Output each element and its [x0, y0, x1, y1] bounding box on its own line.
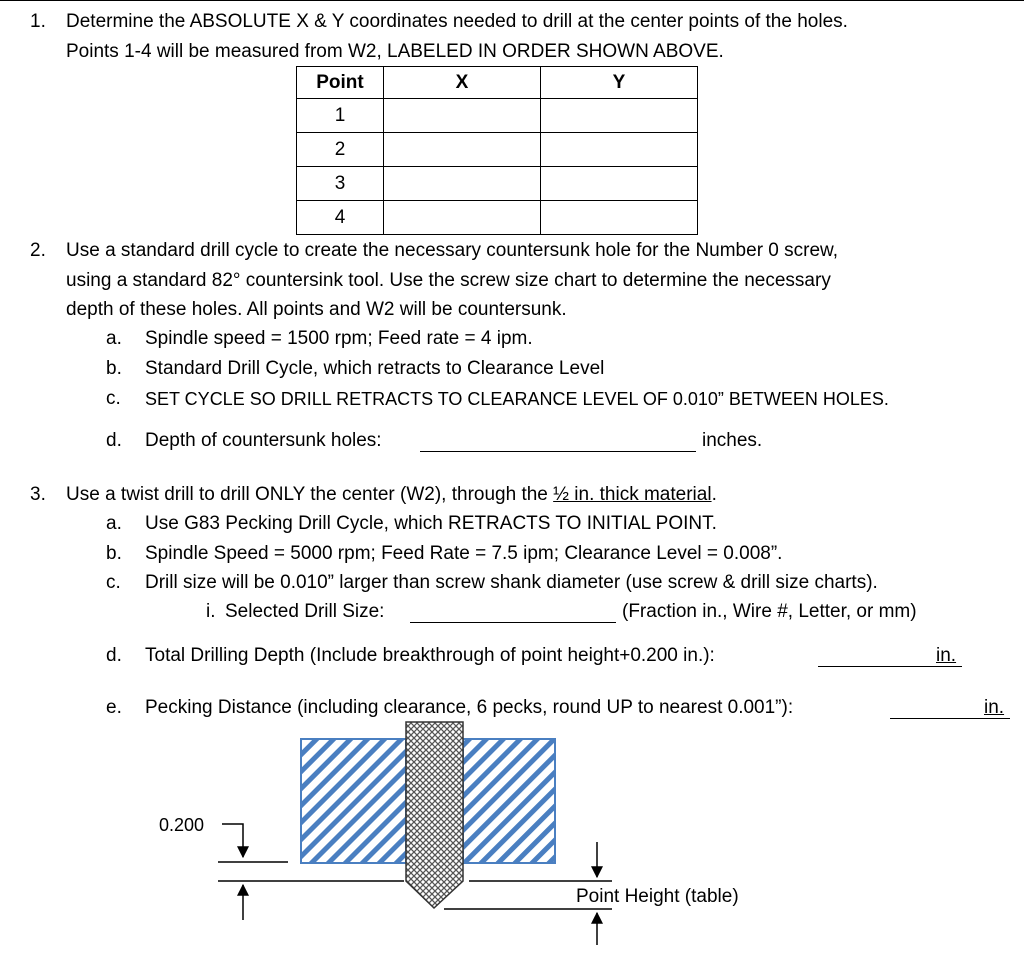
q2b-letter: b.: [106, 358, 122, 379]
q2-line3: depth of these holes. All points and W2 will be countersunk.: [66, 299, 567, 320]
q2c-text: SET CYCLE SO DRILL RETRACTS TO CLEARANCE LEVEL OF 0.010” BETWEEN HOLES.: [145, 389, 889, 409]
q2d-unit: inches.: [702, 430, 763, 451]
q1-number: 1.: [30, 11, 46, 32]
q3e-unit: in.: [984, 697, 1005, 718]
header-point: Point: [297, 67, 384, 99]
material-left-block: [301, 739, 406, 863]
point-cell: 4: [297, 201, 384, 235]
q1-line1: Determine the ABSOLUTE X & Y coordinates needed to drill at the center points of the holes.: [66, 11, 848, 32]
header-x: X: [384, 67, 541, 99]
q1-line2: Points 1-4 will be measured from W2, LABELED IN ORDER SHOWN ABOVE.: [66, 41, 724, 62]
q3-line1-post: .: [711, 484, 717, 505]
drill-bit: [406, 722, 463, 908]
q3-line1-pre: Use a twist drill to drill ONLY the center (W2), through the: [66, 484, 554, 505]
q3ci-text: Selected Drill Size:: [225, 601, 385, 622]
q3b-text: Spindle Speed = 5000 rpm; Feed Rate = 7.5 ipm; Clearance Level = 0.008”.: [145, 543, 783, 564]
q2a-text: Spindle speed = 1500 rpm; Feed rate = 4 ipm.: [145, 328, 533, 349]
q3d-text: Total Drilling Depth (Include breakthrough of point height+0.200 in.):: [145, 645, 715, 666]
q3ci-hint: (Fraction in., Wire #, Letter, or mm): [622, 601, 917, 622]
q3d-unit: in.: [936, 645, 957, 666]
dim-leader-down-arrow: [222, 824, 243, 857]
q2-line2: using a standard 82° countersink tool. Use the screw size chart to determine the necessary: [66, 270, 831, 291]
point-cell: 1: [297, 99, 384, 133]
q2-line1: Use a standard drill cycle to create the necessary countersunk hole for the Number 0 screw,: [66, 240, 838, 261]
q3c-text: Drill size will be 0.010” larger than screw shank diameter (use screw & drill size charts).: [145, 572, 878, 593]
q2b-text: Standard Drill Cycle, which retracts to Clearance Level: [145, 358, 605, 379]
q3e-text: Pecking Distance (including clearance, 6 pecks, round UP to nearest 0.001”):: [145, 697, 794, 718]
q3-line1-underlined: ½ in. thick material: [553, 484, 712, 505]
q2d-text: Depth of countersunk holes:: [145, 430, 382, 451]
dim-label: 0.200: [159, 815, 205, 835]
point-cell: 2: [297, 133, 384, 167]
q2c-letter: c.: [106, 388, 121, 409]
q3a-text: Use G83 Pecking Drill Cycle, which RETRACTS TO INITIAL POINT.: [145, 513, 717, 534]
q2a-letter: a.: [106, 328, 122, 349]
point-cell: 3: [297, 167, 384, 201]
q2d-letter: d.: [106, 430, 122, 451]
q2-number: 2.: [30, 240, 46, 261]
q3e-letter: e.: [106, 697, 122, 718]
q3b-letter: b.: [106, 543, 122, 564]
header-y: Y: [541, 67, 698, 99]
q3ci-letter: i.: [206, 601, 216, 622]
material-right-block: [463, 739, 555, 863]
q3a-letter: a.: [106, 513, 122, 534]
q3c-letter: c.: [106, 572, 121, 593]
q3-number: 3.: [30, 484, 46, 505]
q3d-letter: d.: [106, 645, 122, 666]
point-height-label: Point Height (table): [576, 886, 739, 907]
